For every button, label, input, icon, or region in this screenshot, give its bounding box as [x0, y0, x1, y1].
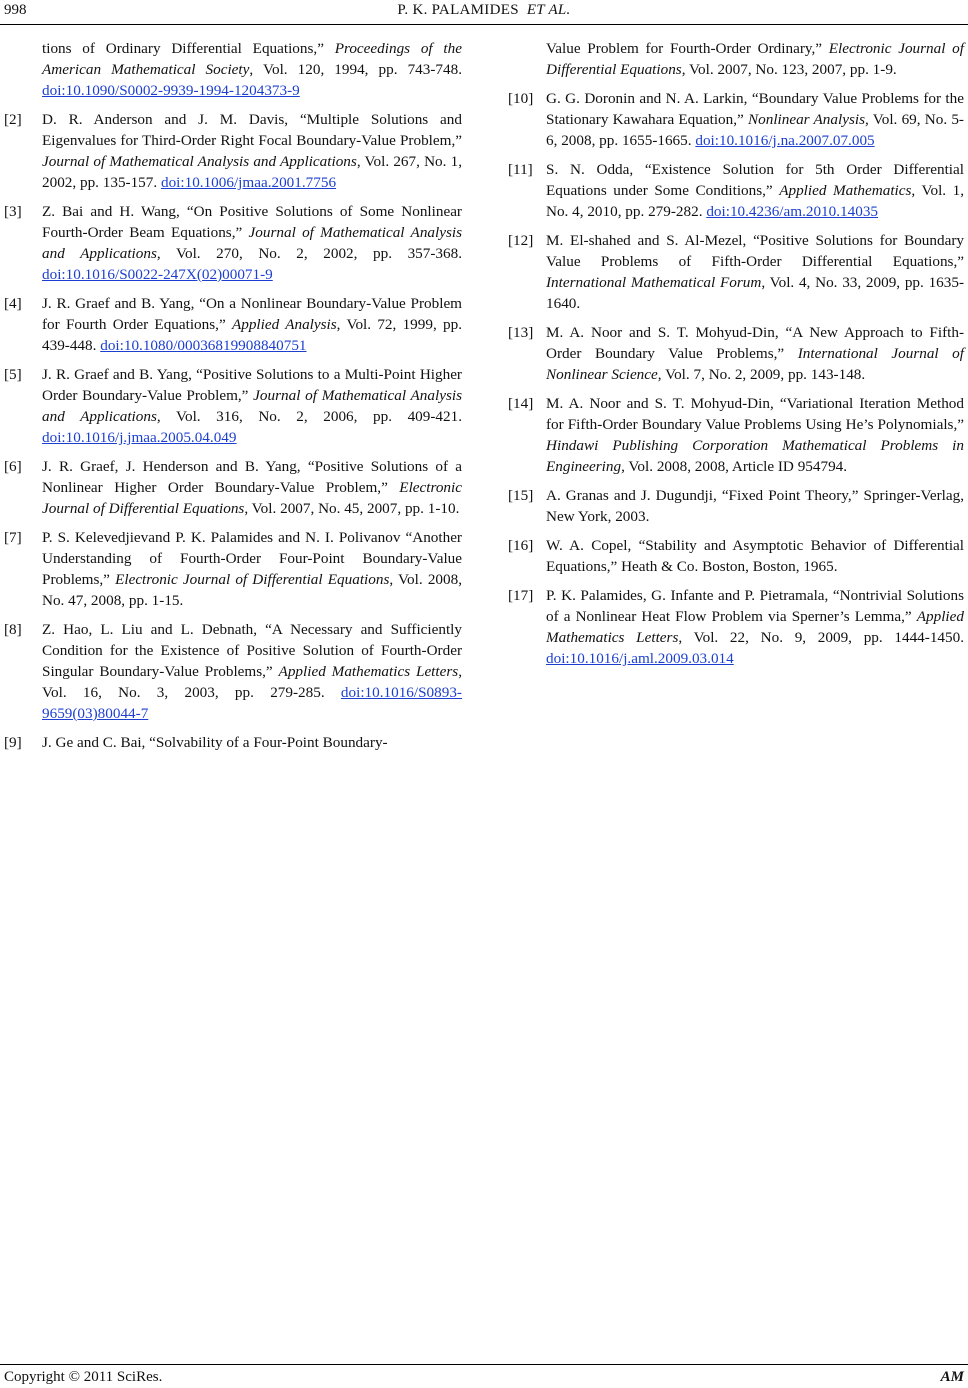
- doi-link[interactable]: doi:10.1080/00036819908840751: [100, 337, 307, 354]
- reference-number: [13]: [508, 324, 534, 341]
- reference-fragment: , Vol. 22, No. 9, 2009, pp. 1444-1450.: [678, 629, 964, 646]
- reference-entry: [508, 38, 964, 80]
- doi-link[interactable]: doi:10.4236/am.2010.14035: [706, 203, 879, 220]
- journal-title: International Journal of Nonlinear Science: [546, 345, 964, 383]
- reference-fragment: , Vol. 120, 1994, pp. 743-748.: [249, 61, 463, 78]
- running-head-et-al: ET AL.: [526, 2, 571, 18]
- journal-title: Journal of Mathematical Analysis and Applications: [42, 387, 462, 425]
- reference-fragment: , Vol. 2008, No. 47, 2008, pp. 1-15.: [42, 571, 462, 609]
- reference-fragment: , Vol. 267, No. 1, 2002, pp. 135-157.: [42, 153, 463, 191]
- reference-text: [546, 88, 964, 151]
- reference-entry: [4, 38, 462, 101]
- reference-fragment: , Vol. 69, No. 5-6, 2008, pp. 1655-1665.: [546, 111, 964, 149]
- journal-title: Journal of Mathematical Analysis and Applications: [42, 224, 463, 262]
- doi-link[interactable]: doi:10.1016/j.aml.2009.03.014: [546, 650, 734, 667]
- reference-entry: [508, 535, 964, 577]
- journal-title: International Mathematical Forum: [546, 274, 762, 291]
- journal-abbreviation: AM: [940, 1369, 964, 1385]
- reference-number: [17]: [508, 587, 534, 604]
- reference-number: [6]: [4, 458, 22, 475]
- reference-fragment: Z. Hao, L. Liu and L. Debnath, “A Necessary and Sufficiently Condition for the Existence of Positive Solution of Fourth-Order Singular Boundary-Value Problems,”: [42, 621, 462, 680]
- reference-fragment: Value Problem for Fourth-Order Ordinary,”: [546, 40, 829, 57]
- footer-rule: [0, 1364, 968, 1365]
- reference-fragment: J. R. Graef and B. Yang, “Positive Solutions to a Multi-Point Higher Order Boundary-Value Problem,”: [42, 366, 462, 404]
- reference-number: [16]: [508, 537, 534, 554]
- doi-link[interactable]: doi:10.1006/jmaa.2001.7756: [160, 174, 337, 191]
- reference-number: [2]: [4, 111, 22, 128]
- journal-title: Applied Mathematics Letters: [546, 608, 964, 646]
- reference-fragment: M. A. Noor and S. T. Mohyud-Din, “Variational Iteration Method for Fifth-Order Boundary Value Problems Using He’s Polynomials,”: [546, 395, 964, 433]
- reference-fragment: D. R. Anderson and J. M. Davis, “Multiple Solutions and Eigenvalues for Third-Order Right Focal Boundary-Value Problem,”: [42, 111, 462, 149]
- reference-fragment: J. Ge and C. Bai, “Solvability of a Four-Point Boundary-: [42, 734, 388, 751]
- reference-fragment: , Vol. 72, 1999, pp. 439-448.: [42, 316, 462, 354]
- reference-text: [546, 585, 964, 669]
- reference-text: [546, 535, 964, 577]
- doi-link[interactable]: doi:10.1016/j.jmaa.2005.04.049: [42, 429, 237, 446]
- reference-text: [42, 201, 462, 285]
- running-head-authors: P. K. PALAMIDES: [397, 2, 519, 18]
- reference-entry: [4, 201, 462, 285]
- page-number: 998: [4, 2, 27, 18]
- reference-text: [546, 322, 964, 385]
- page-footer: [0, 1364, 968, 1386]
- reference-fragment: G. G. Doronin and N. A. Larkin, “Boundary Value Problems for the Stationary Kawahara Equation,”: [546, 90, 964, 128]
- reference-number: [12]: [508, 232, 534, 249]
- reference-fragment: J. R. Graef and B. Yang, “On a Nonlinear Boundary-Value Problem for Fourth Order Equations,”: [42, 295, 462, 333]
- journal-title: Nonlinear Analysis: [748, 111, 865, 128]
- reference-text: [546, 393, 964, 477]
- reference-text: [546, 159, 964, 222]
- reference-fragment: , Vol. 2007, No. 123, 2007, pp. 1-9.: [681, 61, 897, 78]
- journal-title: Electronic Journal of Differential Equations: [546, 40, 964, 78]
- reference-entry: [508, 393, 964, 477]
- reference-fragment: S. N. Odda, “Existence Solution for 5th Order Differential Equations under Some Conditions,”: [546, 161, 964, 199]
- reference-text: [546, 230, 964, 314]
- reference-fragment: , Vol. 2008, 2008, Article ID 954794.: [621, 458, 848, 475]
- reference-fragment: , Vol. 316, No. 2, 2006, pp. 409-421.: [156, 408, 462, 425]
- copyright-notice: Copyright © 2011 SciRes.: [4, 1369, 163, 1385]
- reference-text: [546, 38, 964, 80]
- header-rule: [0, 24, 968, 25]
- journal-title: Applied Mathematics Letters: [278, 663, 459, 680]
- doi-link[interactable]: doi:10.1016/j.na.2007.07.005: [695, 132, 875, 149]
- running-head: [0, 0, 968, 21]
- journal-title: Electronic Journal of Differential Equations: [115, 571, 390, 588]
- reference-entry: [4, 364, 462, 448]
- reference-entry: [508, 585, 964, 669]
- reference-entry: [508, 485, 964, 527]
- reference-fragment: Z. Bai and H. Wang, “On Positive Solutions of Some Nonlinear Fourth-Order Beam Equations,”: [42, 203, 462, 241]
- reference-entry: [508, 88, 964, 151]
- journal-title: Proceedings of the American Mathematical Society: [42, 40, 462, 78]
- reference-number: [15]: [508, 487, 534, 504]
- reference-fragment: , Vol. 7, No. 2, 2009, pp. 143-148.: [657, 366, 866, 383]
- reference-fragment: , Vol. 2007, No. 45, 2007, pp. 1-10.: [244, 500, 460, 517]
- journal-title: Applied Mathematics: [779, 182, 912, 199]
- reference-fragment: , Vol. 4, No. 33, 2009, pp. 1635-1640.: [546, 274, 964, 312]
- reference-entry: [4, 732, 462, 753]
- reference-number: [4]: [4, 295, 22, 312]
- reference-entry: [4, 619, 462, 724]
- reference-text: [42, 38, 462, 101]
- reference-text: [42, 364, 462, 448]
- reference-number: [5]: [4, 366, 22, 383]
- reference-number: [11]: [508, 161, 533, 178]
- doi-link[interactable]: doi:10.1090/S0002-9939-1994-1204373-9: [42, 82, 300, 99]
- reference-fragment: P. S. Kelevedjievand P. K. Palamides and N. I. Polivanov “Another Understanding of Fourth-Order Four-Point Boundary-Value Problems,”: [42, 529, 462, 588]
- reference-entry: [4, 109, 462, 193]
- reference-fragment: tions of Ordinary Differential Equations,”: [42, 40, 335, 57]
- reference-text: [42, 456, 462, 519]
- journal-title: Hindawi Publishing Corporation Mathematical Problems in Engineering: [546, 437, 964, 475]
- reference-entry: [4, 527, 462, 611]
- reference-number: [8]: [4, 621, 22, 638]
- reference-fragment: W. A. Copel, “Stability and Asymptotic Behavior of Differential Equations,” Heath & Co. Boston, Boston, 1965.: [546, 537, 964, 575]
- reference-number: [9]: [4, 734, 22, 751]
- reference-fragment: M. A. Noor and S. T. Mohyud-Din, “A New Approach to Fifth-Order Boundary Value Problems,”: [546, 324, 964, 362]
- reference-number: [7]: [4, 529, 22, 546]
- reference-fragment: , Vol. 270, No. 2, 2002, pp. 357-368.: [156, 245, 462, 262]
- doi-link[interactable]: doi:10.1016/S0893-9659(03)80044-7: [42, 684, 462, 722]
- reference-fragment: , Vol. 16, No. 3, 2003, pp. 279-285.: [42, 663, 462, 701]
- reference-column-right: [508, 38, 964, 677]
- reference-column-left: [4, 38, 462, 761]
- reference-text: [42, 732, 462, 753]
- reference-number: [3]: [4, 203, 22, 220]
- journal-title: Electronic Journal of Differential Equations: [42, 479, 462, 517]
- reference-entry: [508, 159, 964, 222]
- reference-text: [42, 109, 462, 193]
- reference-entry: [508, 322, 964, 385]
- reference-entry: [4, 456, 462, 519]
- reference-fragment: P. K. Palamides, G. Infante and P. Pietramala, “Nontrivial Solutions of a Nonlinear Heat Flow Problem via Sperner’s Lemma,”: [546, 587, 964, 625]
- reference-entry: [508, 230, 964, 314]
- reference-text: [42, 619, 462, 724]
- reference-text: [42, 527, 462, 611]
- reference-text: [546, 485, 964, 527]
- journal-title: Applied Analysis: [231, 316, 337, 333]
- reference-fragment: J. R. Graef, J. Henderson and B. Yang, “Positive Solutions of a Nonlinear Higher Order Boundary-Value Problem,”: [42, 458, 462, 496]
- page-header: [0, 0, 968, 24]
- reference-fragment: , Vol. 1, No. 4, 2010, pp. 279-282.: [546, 182, 964, 220]
- reference-text: [42, 293, 462, 356]
- reference-number: [10]: [508, 90, 534, 107]
- reference-number: [14]: [508, 395, 534, 412]
- reference-entry: [4, 293, 462, 356]
- reference-fragment: M. El-shahed and S. Al-Mezel, “Positive Solutions for Boundary Value Problems of Fifth-Order Differential Equations,”: [546, 232, 964, 270]
- reference-fragment: A. Granas and J. Dugundji, “Fixed Point Theory,” Springer-Verlag, New York, 2003.: [546, 487, 964, 525]
- doi-link[interactable]: doi:10.1016/S0022-247X(02)00071-9: [42, 266, 273, 283]
- journal-title: Journal of Mathematical Analysis and Applications: [42, 153, 357, 170]
